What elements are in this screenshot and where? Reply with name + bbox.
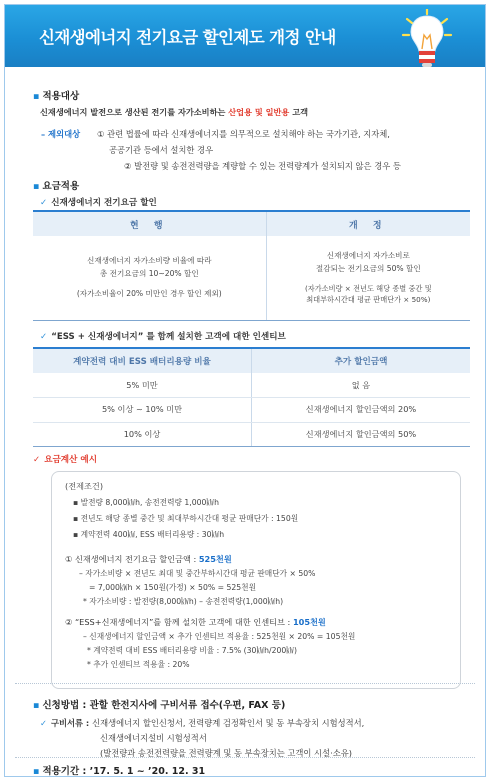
calc1-line-2: = 7,000㎾h × 150원(가정) × 50% = 525천원	[89, 583, 257, 592]
rate-sub-1-text: 신재생에너지 전기요금 할인	[51, 198, 157, 208]
page-title: 신재생에너지 전기요금 할인제도 개정 안내	[39, 28, 336, 47]
table2-amount-cell: 없 음	[252, 373, 471, 398]
bullet-icon: ▪	[33, 700, 40, 711]
table-row	[33, 422, 470, 447]
rate-sub-2-text: “ESS + 신재생에너지” 를 함께 설치한 고객에 대한 인센티브	[51, 332, 286, 342]
check-icon: ✓	[33, 455, 41, 465]
divider	[15, 757, 475, 758]
ess-incentive-table	[33, 347, 470, 447]
target-highlight: 산업용 및 일반용	[228, 107, 290, 117]
calc2-title	[65, 617, 326, 628]
section-rate-heading: 요금적용	[42, 181, 80, 192]
exclusion-item-2: ② 발전량 및 송전전력량을 계량할 수 있는 전력량계가 설치되지 않은 경우 등	[124, 161, 401, 171]
rate-sub-2	[40, 330, 286, 342]
premise-title: (전제조건)	[65, 481, 104, 491]
check-icon: ✓	[40, 198, 48, 208]
notice-frame	[4, 4, 486, 777]
table1-revised-cell	[266, 236, 470, 320]
section-apply	[33, 697, 285, 711]
header-banner	[5, 5, 485, 67]
table2-col-ratio: 계약전력 대비 ESS 배터리용량 비율	[33, 348, 252, 373]
premise-item-3: ▪ 계약전력 400㎾, ESS 배터리용량 : 30㎾h	[73, 530, 225, 539]
lightbulb-icon	[401, 9, 453, 75]
rate-sub-1	[40, 196, 157, 208]
calc2-line-1: – 신재생에너지 할인금액 × 추가 인센티브 적용율 : 525천원 × 20% = 105천원	[83, 632, 356, 641]
exclusion-item-1a: ① 관련 법률에 따라 신재생에너지를 의무적으로 설치해야 하는 국가기관, 지자체,	[97, 129, 390, 139]
section-rate	[33, 178, 79, 192]
apply-docs-line-1	[40, 717, 364, 729]
example-heading-text: 요금계산 예시	[44, 455, 98, 465]
calc1-title-text: ① 신재생에너지 전기요금 할인금액 :	[65, 554, 199, 564]
table1-revised-line2: 절감되는 전기요금의 50% 할인	[315, 263, 421, 273]
table2-amount-cell: 신재생에너지 할인금액의 20%	[252, 398, 471, 423]
table1-revised-line4: 최대부하시간대 평균 판매단가 × 50%)	[306, 295, 431, 305]
table1-current-line1: 신재생에너지 자가소비량 비율에 따라	[86, 256, 212, 265]
table2-amount-cell: 신재생에너지 할인금액의 50%	[252, 422, 471, 447]
section-target-heading: 적용대상	[42, 91, 80, 102]
calc2-line-2: * 계약전력 대비 ESS 배터리용량 비율 : 7.5% (30㎾h/200㎾)	[87, 646, 297, 655]
calc2-value: 105천원	[292, 617, 326, 627]
target-description	[40, 107, 308, 118]
table1-col-current: 현 행	[33, 211, 266, 236]
bullet-icon: ▪	[33, 181, 40, 192]
exclusion-item-1b: 공공기관 등에서 설치한 경우	[109, 145, 214, 155]
calc2-line-3: * 추가 인센티브 적용율 : 20%	[87, 660, 190, 669]
apply-docs-1: 신재생에너지 할인신청서, 전력량계 검정확인서 및 동 부속장치 시험성적서,	[92, 718, 365, 728]
table2-ratio-cell: 5% 미만	[33, 373, 252, 398]
check-icon: ✓	[40, 718, 47, 728]
table-row	[33, 373, 470, 398]
calc1-title	[65, 554, 232, 565]
calc1-line-1: – 자가소비량 × 전년도 최대 및 중간부하시간대 평균 판매단가 × 50%	[79, 569, 316, 578]
table1-col-revised: 개 정	[266, 211, 470, 236]
bullet-icon: ▪	[33, 766, 40, 777]
table1-current-cell	[33, 236, 266, 320]
section-period-heading: 적용기간 : ’17. 5. 1 ~ ’20. 12. 31	[42, 766, 206, 777]
divider	[15, 683, 475, 684]
table1-current-line2: 총 전기요금의 10~20% 할인	[99, 268, 199, 278]
table2-ratio-cell: 5% 이상 ~ 10% 미만	[33, 398, 252, 423]
apply-docs-line-3: (발전량과 송전전력량을 전력량계 및 동 부속장치는 고객이 시설·소유)	[100, 748, 352, 758]
apply-docs-label: 구비서류 :	[50, 718, 93, 728]
calc1-line-3: * 자가소비량 : 발전량(8,000㎾h) – 송전전력량(1,000㎾h)	[83, 597, 284, 606]
table1-revised-line1: 신재생에너지 자가소비로	[326, 251, 410, 261]
apply-docs-line-2: 신재생에너지설비 시험성적서	[100, 733, 207, 743]
table1-current-line3: (자가소비율이 20% 미만인 경우 할인 제외)	[76, 289, 222, 298]
table-row	[33, 398, 470, 423]
check-icon: ✓	[40, 332, 48, 342]
table1-revised-line3: (자가소비량 × 전년도 해당 종별 중간 및	[304, 284, 432, 294]
premise-item-1: ▪ 발전량 8,000㎾h, 송전전력량 1,000㎾h	[73, 498, 219, 507]
discount-comparison-table	[33, 210, 470, 321]
target-line-suffix: 고객	[289, 107, 309, 117]
table2-col-amount: 추가 할인금액	[252, 348, 471, 373]
exclusion-label: – 제외대상	[41, 129, 81, 139]
target-line-prefix: 신재생에너지 발전으로 생산된 전기를 자가소비하는	[40, 107, 229, 117]
bullet-icon: ▪	[33, 91, 40, 102]
calc2-title-text: ② “ESS+신재생에너지”를 함께 설치한 고객에 대한 인센티브 :	[65, 617, 293, 627]
section-apply-heading: 신청방법 : 관할 한전지사에 구비서류 접수(우편, FAX 등)	[42, 700, 286, 711]
example-heading	[33, 453, 97, 465]
section-target	[33, 88, 79, 102]
table2-ratio-cell: 10% 이상	[33, 422, 252, 447]
section-period	[33, 763, 205, 777]
calc1-value: 525천원	[198, 554, 232, 564]
premise-item-2: ▪ 전년도 해당 종별 중간 및 최대부하시간대 평균 판매단가 : 150원	[73, 514, 299, 523]
